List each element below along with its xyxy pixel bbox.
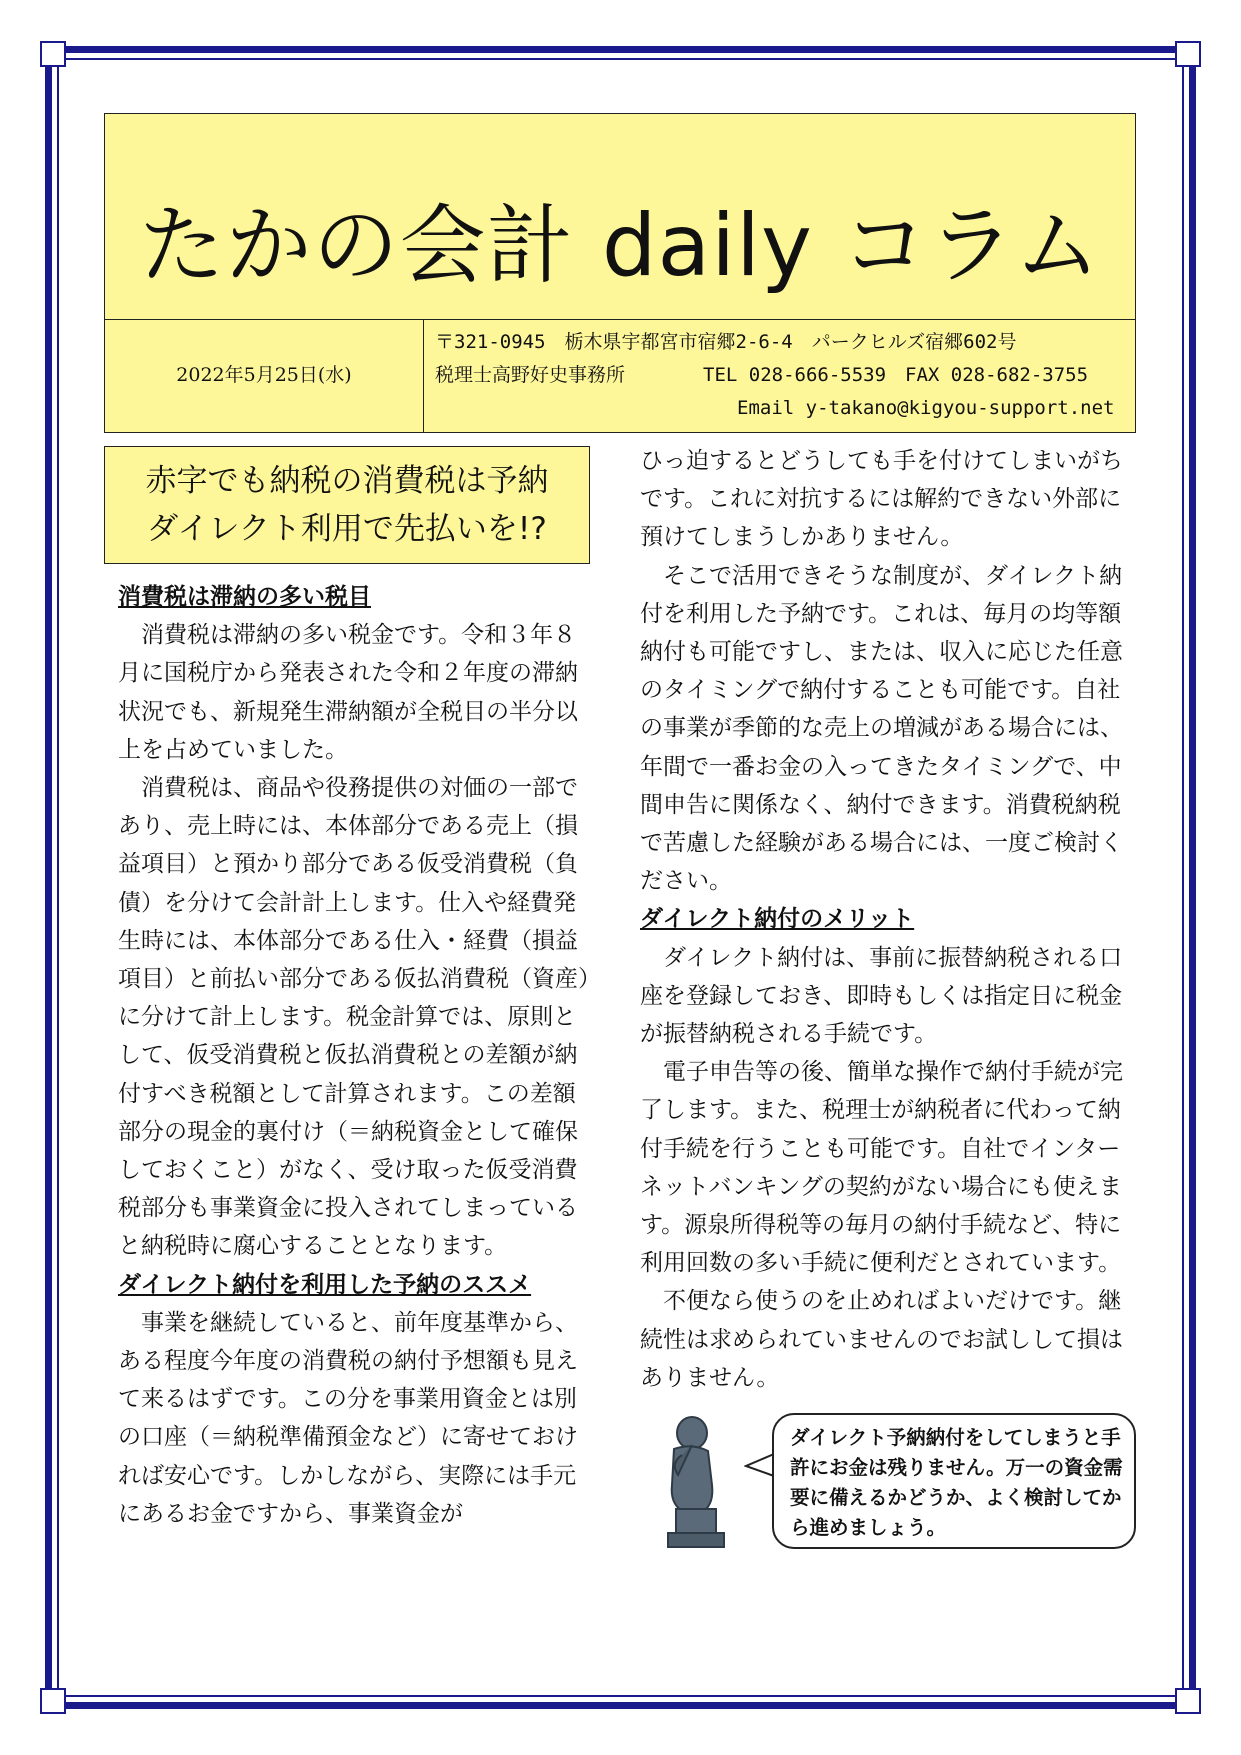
section-heading: ダイレクト納付のメリット (640, 905, 915, 933)
paragraph: ひっ迫するとどうしても手を付けてしまいがちです。これに対抗するには解約できない外部に預けてしまうしかありません。 (640, 448, 1123, 551)
headline-box (104, 446, 590, 564)
headline-line-2: ダイレクト利用で先払いを!? (147, 511, 547, 547)
contact-info (435, 326, 1115, 425)
office-row (435, 359, 1115, 392)
header-box (104, 113, 1136, 433)
frame-corner-top-left (40, 41, 66, 67)
thinker-statue-icon (652, 1415, 738, 1551)
section-heading: ダイレクト納付を利用した予納のススメ (118, 1270, 532, 1298)
paragraph: 消費税は滞納の多い税金です。令和３年８月に国税庁から発表された令和２年度の滞納状況でも、新規発生滞納額が全税目の半分以上を占めていました。 (118, 622, 578, 763)
frame-corner-bottom-right (1175, 1688, 1201, 1714)
paragraph: 消費税は、商品や役務提供の対価の一部であり、売上時には、本体部分である売上（損益項目）と預かり部分である仮受消費税（負債）を分けて会計計上します。仕入や経費発生時には、本体部分である仕入・経費（損益項目）と前払い部分である仮払消費税（資産）に分けて計上します。税金計算では、原則として、仮受消費税と仮払消費税との差額が納付すべき税額として計算されます。この差額部分の現金的裏付け（＝納税資金として確保しておくこと）がなく、受け取った仮受消費税部分も事業資金に投入されてしまっていると納税時に腐心することとなります。 (118, 775, 590, 1260)
office-name: 税理士高野好史事務所 (435, 364, 626, 386)
paragraph: 電子申告等の後、簡単な操作で納付手続が完了します。また、税理士が納税者に代わって納付手続を行うことも可能です。自社でインターネットバンキングの契約がない場合にも使えます。源泉所得税等の毎月の納付手続など、特に利用回数の多い手続に便利だとされています。 (640, 1059, 1123, 1277)
header-divider (105, 319, 1135, 320)
left-column (118, 578, 596, 1533)
frame-corner-bottom-left (40, 1688, 66, 1714)
address: 〒321-0945 栃木県宇都宮市宿郷2-6-4 パークヒルズ宿郷602号 (435, 331, 1017, 353)
header-vertical-divider (423, 319, 424, 432)
headline-line-1: 赤字でも納税の消費税は予納 (145, 463, 549, 499)
paragraph: 事業を継続していると、前年度基準から、ある程度今年度の消費税の納付予想額も見えて来るはずです。この分を事業用資金とは別の口座（＝納税準備預金など）に寄せておければ安心です。しかしながら、実際には手元にあるお金ですから、事業資金が (118, 1309, 578, 1527)
frame-corner-top-right (1175, 41, 1201, 67)
section-heading: 消費税は滞納の多い税目 (118, 583, 371, 610)
paragraph: ダイレクト納付は、事前に振替納税される口座を登録しておき、即時もしくは指定日に税金が振替納税される手続です。 (640, 944, 1123, 1048)
speech-bubble: ダイレクト予納納付をしてしまうと手許にお金は残りません。万一の資金需要に備えるかどうか、よく検討してから進めましょう。 (772, 1413, 1136, 1549)
tel-fax: TEL 028-666-5539 FAX 028-682-3755 (703, 364, 1089, 386)
email: Email y-takano@kigyou-support.net (737, 397, 1115, 419)
paragraph: そこで活用できそうな制度が、ダイレクト納付を利用した予納です。これは、毎月の均等額納付も可能ですし、または、収入に応じた任意のタイミングで納付することも可能です。自社の事業が季節的な売上の増減がある場合には、年間で一番お金の入ってきたタイミングで、中間申告に関係なく、納付できます。消費税納税で苦慮した経験がある場合には、一度ご検討ください。 (640, 562, 1123, 895)
right-column (640, 442, 1124, 1397)
issue-date: 2022年5月25日(水) (176, 364, 352, 386)
page-title: たかの会計 daily コラム (138, 196, 1102, 296)
paragraph: 不便なら使うのを止めればよいだけです。継続性は求められていませんのでお試しして損はありません。 (640, 1288, 1123, 1391)
